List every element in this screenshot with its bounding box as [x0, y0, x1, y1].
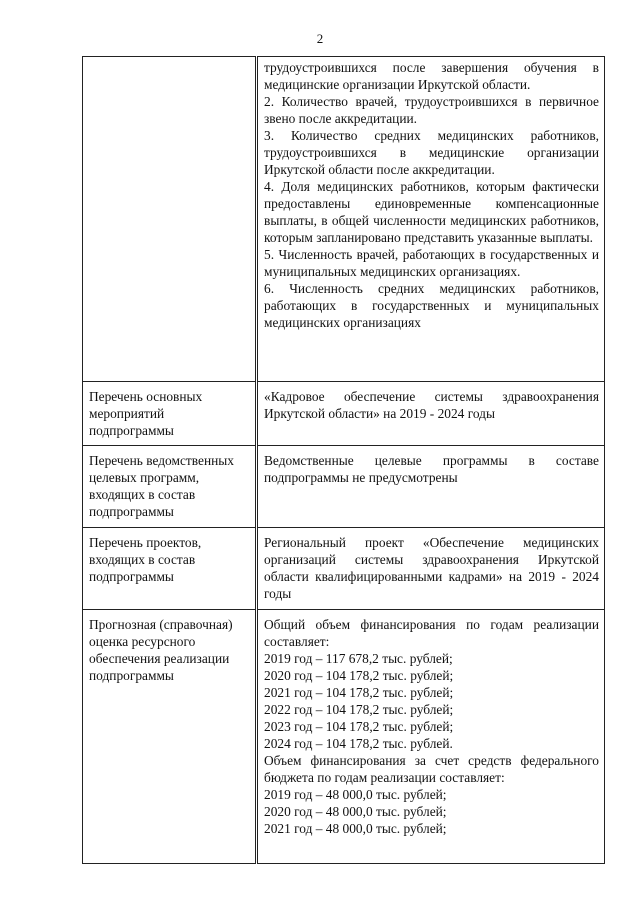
- funding-year-line: 2020 год – 104 178,2 тыс. рублей;: [264, 668, 454, 683]
- table-row-main-activities: [83, 382, 605, 446]
- indicator-paragraph: 3. Количество средних медицинских работников, трудоустроившихся в медицинские организации Иркутской области после аккредитации.: [264, 128, 599, 177]
- subprogram-passport-table: [82, 56, 605, 864]
- federal-funding-year-line: 2020 год – 48 000,0 тыс. рублей;: [264, 804, 447, 819]
- federal-funding-year-line: 2021 год – 48 000,0 тыс. рублей;: [264, 821, 447, 836]
- funding-cell: [257, 610, 605, 864]
- indicator-paragraph: 4. Доля медицинских работников, которым фактически предоставлены единовременные компенсационные выплаты, в общей численности медицинских работников, которым запланировано представить указанные выплаты.: [264, 179, 599, 245]
- departmental-programs-cell: [257, 446, 605, 528]
- departmental-programs-text: Ведомственные целевые программы в составе подпрограммы не предусмотрены: [264, 453, 599, 485]
- table-row-projects: [83, 528, 605, 610]
- row-label: Перечень основных мероприятий подпрограммы: [83, 382, 257, 446]
- table-row-departmental-programs: [83, 446, 605, 528]
- row-label: Перечень ведомственных целевых программ, входящих в состав подпрограммы: [83, 446, 257, 528]
- indicator-paragraph: 2. Количество врачей, трудоустроившихся в первичное звено после аккредитации.: [264, 94, 599, 126]
- funding-year-line: 2019 год – 117 678,2 тыс. рублей;: [264, 651, 453, 666]
- projects-cell: [257, 528, 605, 610]
- main-activities-text: «Кадровое обеспечение системы здравоохранения Иркутской области» на 2019 - 2024 годы: [264, 389, 599, 421]
- funding-intro: Общий объем финансирования по годам реализации составляет:: [264, 617, 599, 649]
- funding-year-line: 2023 год – 104 178,2 тыс. рублей;: [264, 719, 454, 734]
- row-label: Прогнозная (справочная) оценка ресурсного обеспечения реализации подпрограммы: [83, 610, 257, 864]
- projects-text: Региональный проект «Обеспечение медицинских организаций системы здравоохранения Иркутской области квалифицированными кадрами» на 2019 - 2024 годы: [264, 535, 599, 601]
- funding-year-line: 2024 год – 104 178,2 тыс. рублей.: [264, 736, 453, 751]
- main-activities-cell: [257, 382, 605, 446]
- federal-funding-year-line: 2019 год – 48 000,0 тыс. рублей;: [264, 787, 447, 802]
- table-row-indicators: [83, 57, 605, 382]
- funding-year-line: 2021 год – 104 178,2 тыс. рублей;: [264, 685, 454, 700]
- row-label: Перечень проектов, входящих в состав подпрограммы: [83, 528, 257, 610]
- page-number: 2: [316, 31, 324, 46]
- federal-funding-intro: Объем финансирования за счет средств федерального бюджета по годам реализации составляет:: [264, 753, 599, 785]
- table-row-funding: [83, 610, 605, 864]
- indicator-paragraph: трудоустроившихся после завершения обучения в медицинские организации Иркутской области.: [264, 60, 599, 92]
- indicator-paragraph: 6. Численность средних медицинских работников, работающих в государственных и муниципальных медицинских организациях: [264, 281, 599, 330]
- indicator-paragraph: 5. Численность врачей, работающих в государственных и муниципальных медицинских организациях.: [264, 247, 599, 279]
- row-label-empty: [83, 57, 257, 382]
- funding-year-line: 2022 год – 104 178,2 тыс. рублей;: [264, 702, 454, 717]
- indicators-cell: [257, 57, 605, 382]
